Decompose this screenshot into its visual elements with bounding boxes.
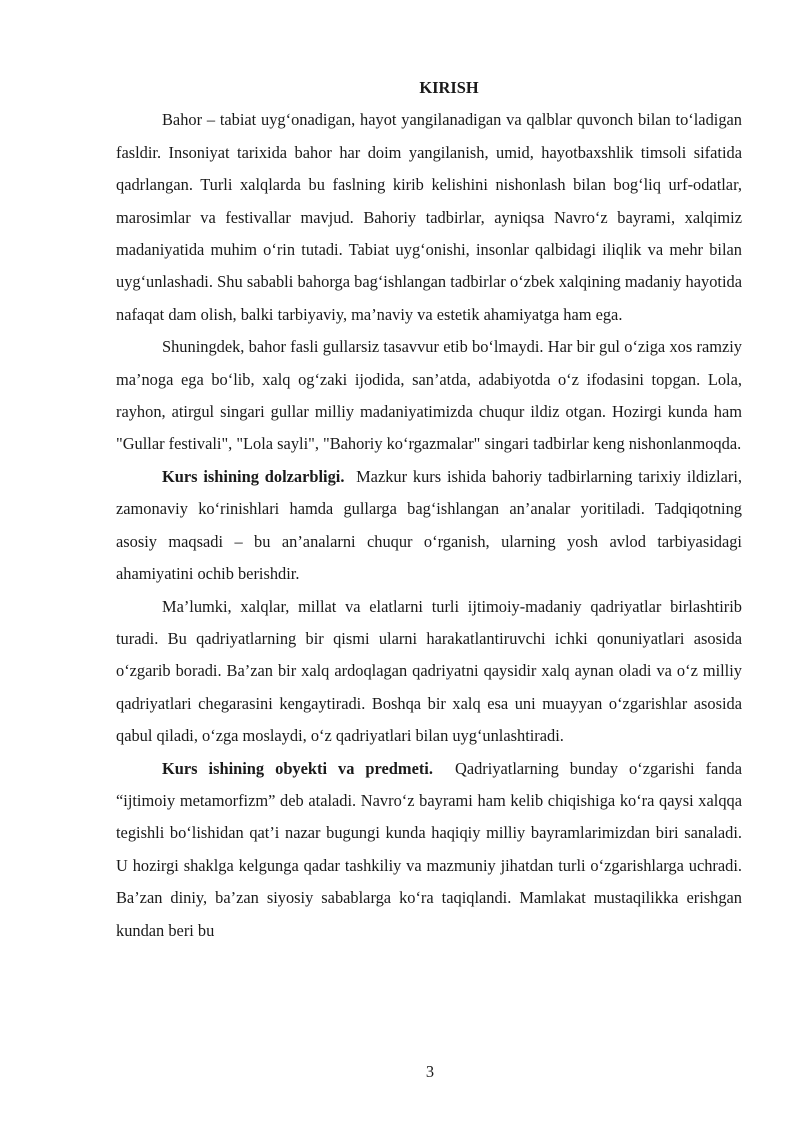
paragraph-1	[116, 104, 742, 331]
section-heading-relevance: Kurs ishining dolzarbligi.	[162, 466, 345, 486]
paragraph-text: Shuningdek, bahor fasli gullarsiz tasavvur etib bo‘lmaydi. Har bir gul o‘ziga xos ramziy ma’noga ega bo‘lib, xalq og‘zaki ijodida, san’atda, adabiyotda o‘z ifodasini topgan. Lola, rayhon, atirgul singari gullar milliy madaniyatimizda chuqur ildiz otgan. Hozirgi kunda ham "Gullar festivali", "Lola sayli", "Bahoriy ko‘rgazmalar" singari tadbirlar keng nishonlanmoqda.	[116, 337, 742, 454]
paragraph-text: Qadriyatlarning bunday o‘zgarishi fanda “ijtimoiy metamorfizm” deb ataladi. Navro‘z bayrami ham kelib chiqishiga ko‘ra qaysi xalqqa tegishli bo‘lishidan qat’i nazar bugungi kunda haqiqiy milliy bayramlarimizdan biri sanaladi. U hozirgi shaklga kelgunga qadar tashkiliy va mazmuniy jihatdan turli o‘zgarishlarga uchradi. Ba’zan diniy, ba’zan siyosiy sabablarga ko‘ra taqiqlandi. Mamlakat mustaqilikka erishgan kundan beri bu	[116, 758, 742, 940]
paragraph-text: Bahor – tabiat uyg‘onadigan, hayot yangilanadigan va qalblar quvonch bilan to‘ladigan fasldir. Insoniyat tarixida bahor har doim yangilanish, umid, hayotbaxshlik timsoli sifatida qadrlangan. Turli xalqlarda bu faslning kirib kelishini nishonlash bilan bog‘liq urf-odatlar, marosimlar va festivallar mavjud. Bahoriy tadbirlar, ayniqsa Navro‘z bayrami, xalqimiz madaniyatida muhim o‘rin tutadi. Tabiat uyg‘onishi, insonlar qalbidagi iliqlik va mehr bilan uyg‘unlashadi. Shu sababli bahorga bag‘ishlangan tadbirlar o‘zbek xalqining madaniy hayotida nafaqat dam olish, balki tarbiyaviy, ma’naviy va estetik ahamiyatga ham ega.	[116, 110, 742, 324]
document-page	[116, 72, 742, 947]
paragraph-5	[116, 753, 742, 947]
page-title: KIRISH	[419, 78, 479, 97]
page-number: 3	[425, 1062, 435, 1081]
paragraph-text: Mazkur kurs ishida bahoriy tadbirlarning tarixiy ildizlari, zamonaviy ko‘rinishlari hamda gullarga bag‘ishlangan an’analar yoritiladi. Tadqiqotning asosiy maqsadi – bu an’analarni chuqur o‘rganish, ularning yosh avlod tarbiyasidagi ahamiyatini ochib berishdir.	[116, 466, 742, 584]
section-heading-object-subject: Kurs ishining obyekti va predmeti.	[162, 758, 433, 778]
paragraph-2	[116, 331, 742, 461]
paragraph-text: Ma’lumki, xalqlar, millat va elatlarni turli ijtimoiy-madaniy qadriyatlar birlashtirib turadi. Bu qadriyatlarning bir qismi ularni harakatlantiruvchi ichki qonuniyatlari asosida o‘zgarib boradi. Ba’zan bir xalq ardoqlagan qadriyatni qaysidir xalq aynan oladi va o‘z milliy qadriyatlari chegarasini kengaytiradi. Boshqa bir xalq esa uni muayyan o‘zgarishlar asosida qabul qiladi, o‘zga moslaydi, o‘z qadriyatlari bilan uyg‘unlashtiradi.	[116, 596, 742, 746]
paragraph-4	[116, 591, 742, 753]
paragraph-3	[116, 461, 742, 591]
